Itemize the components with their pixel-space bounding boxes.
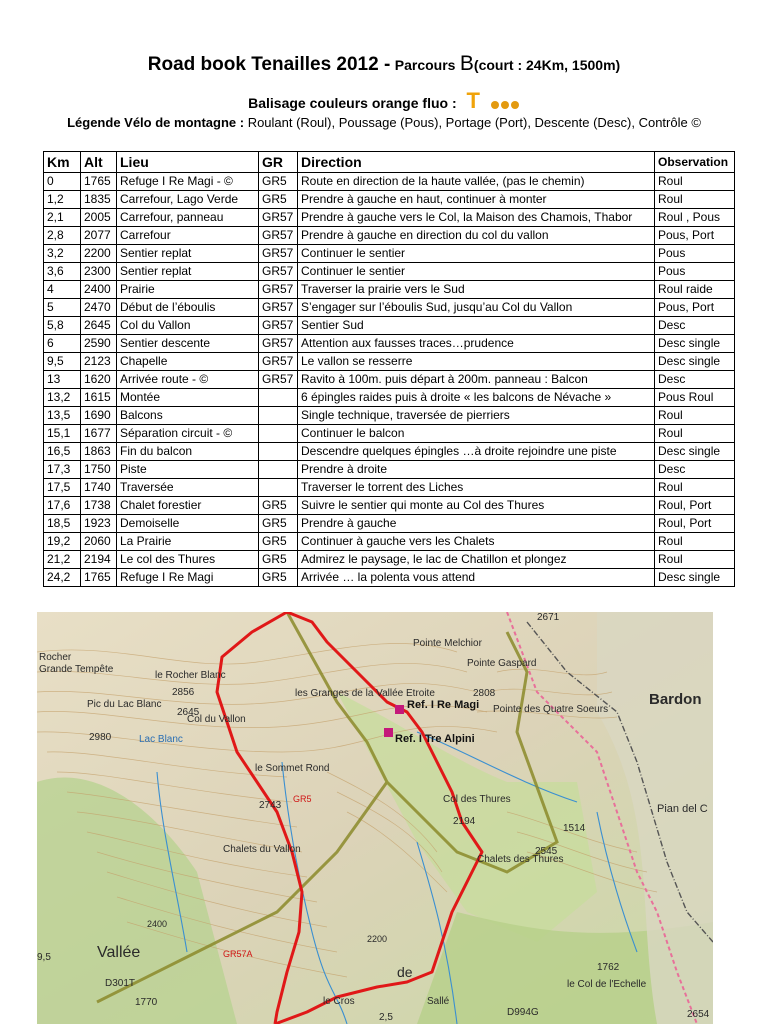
cell-direction: Continuer le sentier <box>298 263 655 281</box>
cell-gr: GR5 <box>259 551 298 569</box>
cell-km: 13,5 <box>44 407 81 425</box>
cell-lieu: Arrivée route - © <box>117 371 259 389</box>
cell-lieu: Demoiselle <box>117 515 259 533</box>
cell-observation: Pous <box>655 263 735 281</box>
cell-km: 13 <box>44 371 81 389</box>
cell-direction: Continuer à gauche vers les Chalets <box>298 533 655 551</box>
table-row <box>44 425 735 443</box>
cell-observation: Roul raide <box>655 281 735 299</box>
cell-direction: Ravito à 100m. puis départ à 200m. panneau : Balcon <box>298 371 655 389</box>
header-lieu: Lieu <box>117 152 259 173</box>
map-label: le Rocher Blanc <box>155 670 226 681</box>
cell-lieu: Prairie <box>117 281 259 299</box>
cell-lieu: Carrefour <box>117 227 259 245</box>
cell-lieu: La Prairie <box>117 533 259 551</box>
cell-observation: Pous, Port <box>655 227 735 245</box>
balisage-dots-icon <box>490 96 520 112</box>
cell-lieu: Chapelle <box>117 353 259 371</box>
title-main: Road book Tenailles 2012 - <box>147 54 391 75</box>
cell-km: 6 <box>44 335 81 353</box>
cell-lieu: Carrefour, Lago Verde <box>117 191 259 209</box>
cell-gr: GR5 <box>259 569 298 587</box>
cell-lieu: Balcons <box>117 407 259 425</box>
cell-alt: 1765 <box>81 569 117 587</box>
map-label: Chalets des Thures <box>477 854 564 865</box>
cell-gr: GR57 <box>259 371 298 389</box>
table-row <box>44 551 735 569</box>
map-label: Ref. I Re Magi <box>407 699 480 711</box>
cell-alt: 2005 <box>81 209 117 227</box>
map-label: 1770 <box>135 997 158 1008</box>
parcours-letter: B <box>459 52 474 75</box>
cell-km: 3,2 <box>44 245 81 263</box>
cell-gr: GR57 <box>259 245 298 263</box>
cell-observation: Pous <box>655 245 735 263</box>
cell-alt: 2300 <box>81 263 117 281</box>
balisage-line <box>0 88 768 114</box>
cell-gr <box>259 443 298 461</box>
cell-observation: Roul <box>655 479 735 497</box>
cell-alt: 2123 <box>81 353 117 371</box>
cell-km: 18,5 <box>44 515 81 533</box>
cell-observation: Desc <box>655 461 735 479</box>
cell-direction: Prendre à gauche en haut, continuer à monter <box>298 191 655 209</box>
map-label: 1514 <box>563 823 586 834</box>
table-row <box>44 443 735 461</box>
table-row <box>44 371 735 389</box>
cell-observation: Desc single <box>655 335 735 353</box>
cell-observation: Roul <box>655 407 735 425</box>
map-label: Col du Vallon <box>187 714 246 725</box>
cell-gr: GR5 <box>259 497 298 515</box>
cell-direction: Prendre à gauche vers le Col, la Maison des Chamois, Thabor <box>298 209 655 227</box>
cell-direction: Continuer le sentier <box>298 245 655 263</box>
cell-direction: Prendre à gauche <box>298 515 655 533</box>
cell-lieu: Refuge I Re Magi <box>117 569 259 587</box>
table-row <box>44 335 735 353</box>
cell-direction: Admirez le paysage, le lac de Chatillon et plongez <box>298 551 655 569</box>
cell-observation: Desc <box>655 317 735 335</box>
cell-gr: GR5 <box>259 173 298 191</box>
map-label: 2980 <box>89 732 112 743</box>
map-label: 2545 <box>535 846 558 857</box>
cell-km: 2,8 <box>44 227 81 245</box>
cell-gr <box>259 479 298 497</box>
cell-observation: Roul <box>655 173 735 191</box>
map-label: 1762 <box>597 962 620 973</box>
table-row <box>44 263 735 281</box>
cell-observation: Roul , Pous <box>655 209 735 227</box>
map-label: 2,5 <box>379 1012 393 1023</box>
cell-observation: Desc single <box>655 569 735 587</box>
map-label: Pian del C <box>657 803 708 815</box>
table-row <box>44 389 735 407</box>
cell-km: 15,1 <box>44 425 81 443</box>
cell-direction: Attention aux fausses traces…prudence <box>298 335 655 353</box>
cell-km: 16,5 <box>44 443 81 461</box>
header-km: Km <box>44 152 81 173</box>
parcours-label: Parcours <box>394 57 456 73</box>
header-alt: Alt <box>81 152 117 173</box>
refuge-marker-icon <box>384 728 393 737</box>
cell-observation: Roul <box>655 191 735 209</box>
map-label: Lac Blanc <box>139 734 183 745</box>
cell-km: 17,3 <box>44 461 81 479</box>
cell-direction: S’engager sur l’éboulis Sud, jusqu’au Col du Vallon <box>298 299 655 317</box>
cell-direction: Prendre à droite <box>298 461 655 479</box>
table-row <box>44 281 735 299</box>
table-row <box>44 317 735 335</box>
balisage-label: Balisage couleurs orange fluo : <box>248 95 457 111</box>
table-row <box>44 407 735 425</box>
cell-alt: 1750 <box>81 461 117 479</box>
cell-alt: 1923 <box>81 515 117 533</box>
table-row <box>44 173 735 191</box>
cell-gr: GR5 <box>259 191 298 209</box>
legende-intro: Légende Vélo de montagne : <box>67 115 245 130</box>
table-row <box>44 497 735 515</box>
map-label: D301T <box>105 978 136 989</box>
cell-direction: 6 épingles raides puis à droite « les balcons de Névache » <box>298 389 655 407</box>
cell-lieu: Le col des Thures <box>117 551 259 569</box>
table-row <box>44 299 735 317</box>
map-svg <box>37 612 713 1024</box>
cell-direction: Sentier Sud <box>298 317 655 335</box>
cell-observation: Desc single <box>655 353 735 371</box>
cell-alt: 1863 <box>81 443 117 461</box>
cell-lieu: Fin du balcon <box>117 443 259 461</box>
cell-km: 1,2 <box>44 191 81 209</box>
cell-lieu: Séparation circuit - © <box>117 425 259 443</box>
map-label: Pointe Melchior <box>413 638 482 649</box>
table-row <box>44 353 735 371</box>
cell-km: 5 <box>44 299 81 317</box>
map-label: Sallé <box>427 996 450 1007</box>
cell-gr <box>259 461 298 479</box>
table-row <box>44 461 735 479</box>
map-label: Pic du Lac Blanc <box>87 699 162 710</box>
cell-alt: 2590 <box>81 335 117 353</box>
cell-alt: 2400 <box>81 281 117 299</box>
refuge-marker-icon <box>395 705 404 714</box>
cell-lieu: Traversée <box>117 479 259 497</box>
cell-gr: GR57 <box>259 299 298 317</box>
cell-observation: Pous Roul <box>655 389 735 407</box>
cell-direction: Route en direction de la haute vallée, (pas le chemin) <box>298 173 655 191</box>
cell-observation: Desc <box>655 371 735 389</box>
cell-km: 2,1 <box>44 209 81 227</box>
map-label: 2808 <box>473 688 496 699</box>
cell-alt: 2194 <box>81 551 117 569</box>
cell-alt: 1620 <box>81 371 117 389</box>
cell-gr: GR57 <box>259 209 298 227</box>
table-body <box>44 173 735 587</box>
map-label: Col des Thures <box>443 794 511 805</box>
cell-lieu: Début de l’éboulis <box>117 299 259 317</box>
route-map <box>37 612 713 1024</box>
map-label: 2743 <box>259 800 282 811</box>
table-row <box>44 569 735 587</box>
table-row <box>44 245 735 263</box>
cell-km: 21,2 <box>44 551 81 569</box>
cell-observation: Roul, Port <box>655 515 735 533</box>
cell-direction: Suivre le sentier qui monte au Col des Thures <box>298 497 655 515</box>
map-label: Bardon <box>649 691 702 708</box>
cell-gr: GR57 <box>259 335 298 353</box>
cell-gr: GR57 <box>259 281 298 299</box>
table-row <box>44 533 735 551</box>
map-label: 2400 <box>147 919 168 929</box>
parcours-detail: (court : 24Km, 1500m) <box>473 57 621 73</box>
table-row <box>44 227 735 245</box>
map-label: Grande Tempête <box>39 664 114 675</box>
cell-direction: Arrivée … la polenta vous attend <box>298 569 655 587</box>
cell-lieu: Sentier replat <box>117 263 259 281</box>
map-label: le Sommet Rond <box>255 763 330 774</box>
header-observation: Observation <box>655 152 735 173</box>
cell-alt: 2200 <box>81 245 117 263</box>
table-row <box>44 191 735 209</box>
cell-km: 19,2 <box>44 533 81 551</box>
map-label: le Col de l'Echelle <box>567 979 647 990</box>
cell-km: 9,5 <box>44 353 81 371</box>
table-row <box>44 515 735 533</box>
cell-alt: 2645 <box>81 317 117 335</box>
cell-alt: 2077 <box>81 227 117 245</box>
map-label: Pointe Gaspard <box>467 658 537 669</box>
cell-gr <box>259 407 298 425</box>
map-label: Ref. I Tre Alpini <box>395 733 475 745</box>
cell-alt: 2470 <box>81 299 117 317</box>
map-label: Chalets du Vallon <box>223 844 301 855</box>
cell-km: 24,2 <box>44 569 81 587</box>
cell-gr: GR57 <box>259 263 298 281</box>
cell-km: 17,5 <box>44 479 81 497</box>
map-label: de <box>397 964 413 980</box>
map-label: D994G <box>507 1007 539 1018</box>
legende-line <box>0 115 768 130</box>
cell-alt: 1677 <box>81 425 117 443</box>
map-label: GR5 <box>293 794 312 804</box>
map-label: 9,5 <box>37 952 51 963</box>
map-label: le Cros <box>323 996 355 1007</box>
map-label: les Granges de la Vallée Etroite <box>295 688 435 699</box>
header-direction: Direction <box>298 152 655 173</box>
cell-km: 17,6 <box>44 497 81 515</box>
cell-observation: Pous, Port <box>655 299 735 317</box>
cell-km: 3,6 <box>44 263 81 281</box>
cell-direction: Continuer le balcon <box>298 425 655 443</box>
header-gr: GR <box>259 152 298 173</box>
cell-gr <box>259 389 298 407</box>
cell-lieu: Sentier descente <box>117 335 259 353</box>
cell-gr: GR57 <box>259 353 298 371</box>
roadbook-table <box>43 151 735 587</box>
map-label: Rocher <box>39 652 72 663</box>
table-row <box>44 209 735 227</box>
cell-alt: 1740 <box>81 479 117 497</box>
cell-observation: Roul <box>655 425 735 443</box>
cell-gr: GR5 <box>259 515 298 533</box>
cell-lieu: Piste <box>117 461 259 479</box>
cell-direction: Traverser la prairie vers le Sud <box>298 281 655 299</box>
cell-observation: Roul <box>655 551 735 569</box>
map-label: GR57A <box>223 949 253 959</box>
cell-alt: 1765 <box>81 173 117 191</box>
table-row <box>44 479 735 497</box>
cell-lieu: Col du Vallon <box>117 317 259 335</box>
cell-gr: GR57 <box>259 317 298 335</box>
cell-km: 0 <box>44 173 81 191</box>
cell-direction: Single technique, traversée de pierriers <box>298 407 655 425</box>
cell-lieu: Chalet forestier <box>117 497 259 515</box>
map-label: 2645 <box>177 707 200 718</box>
page-title <box>0 52 768 76</box>
cell-alt: 1690 <box>81 407 117 425</box>
map-label: 2856 <box>172 687 195 698</box>
cell-alt: 1835 <box>81 191 117 209</box>
cell-gr <box>259 425 298 443</box>
cell-direction: Le vallon se resserre <box>298 353 655 371</box>
cell-alt: 1615 <box>81 389 117 407</box>
cell-lieu: Sentier replat <box>117 245 259 263</box>
balisage-mark: T <box>466 88 480 113</box>
cell-observation: Roul <box>655 533 735 551</box>
cell-lieu: Montée <box>117 389 259 407</box>
cell-gr: GR57 <box>259 227 298 245</box>
cell-direction: Traverser le torrent des Liches <box>298 479 655 497</box>
cell-observation: Roul, Port <box>655 497 735 515</box>
table-header-row <box>44 152 735 173</box>
cell-alt: 2060 <box>81 533 117 551</box>
map-label: 2194 <box>453 816 476 827</box>
map-label: 2200 <box>367 934 388 944</box>
cell-gr: GR5 <box>259 533 298 551</box>
map-label: Vallée <box>97 944 141 961</box>
cell-direction: Descendre quelques épingles …à droite rejoindre une piste <box>298 443 655 461</box>
map-label: 2671 <box>537 612 560 623</box>
cell-km: 4 <box>44 281 81 299</box>
cell-direction: Prendre à gauche en direction du col du vallon <box>298 227 655 245</box>
cell-lieu: Carrefour, panneau <box>117 209 259 227</box>
cell-lieu: Refuge I Re Magi - © <box>117 173 259 191</box>
legende-items: Roulant (Roul), Poussage (Pous), Portage (Port), Descente (Desc), Contrôle © <box>247 115 701 130</box>
cell-alt: 1738 <box>81 497 117 515</box>
cell-km: 13,2 <box>44 389 81 407</box>
map-label: Pointe des Quatre Soeurs <box>493 704 609 715</box>
cell-km: 5,8 <box>44 317 81 335</box>
map-label: 2654 <box>687 1009 710 1020</box>
cell-observation: Desc single <box>655 443 735 461</box>
